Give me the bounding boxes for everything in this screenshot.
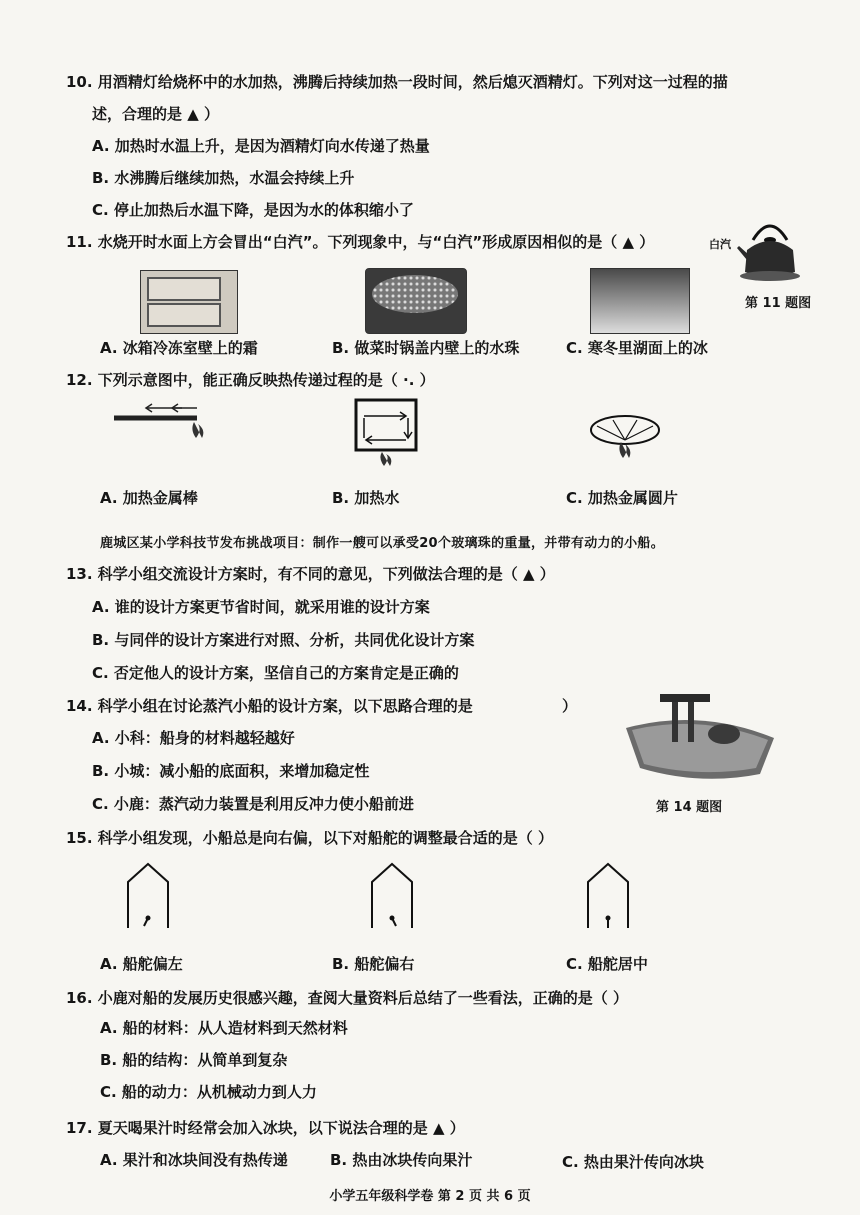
- project-challenge-note: 鹿城区某小学科技节发布挑战项目：制作一艘可以承受20个玻璃珠的重量，并带有动力的小船。: [100, 536, 664, 551]
- q16-stem: 16. 小鹿对船的发展历史很感兴趣，查阅大量资料后总结了一些看法，正确的是（ ）: [66, 989, 629, 1007]
- rudder-center-diagram: [584, 862, 634, 932]
- q10-option-b: B. 水沸腾后继续加热，水温会持续上升: [92, 169, 355, 187]
- rudder-left-diagram: [124, 862, 174, 932]
- q11-option-b: B. 做菜时锅盖内壁上的水珠: [332, 339, 520, 357]
- q10-stem-line2: 述，合理的是 ▲ ）: [92, 105, 219, 123]
- heating-water-diagram: [352, 398, 422, 468]
- q17-option-a: A. 果汁和冰块间没有热传递: [100, 1151, 288, 1169]
- q13-option-a: A. 谁的设计方案更节省时间，就采用谁的设计方案: [92, 598, 430, 616]
- q16-option-b: B. 船的结构：从简单到复杂: [100, 1051, 288, 1069]
- q13-option-b: B. 与同伴的设计方案进行对照、分析，共同优化设计方案: [92, 631, 475, 649]
- steam-boat-figure: [620, 688, 780, 788]
- q11-figure-caption: 第 11 题图: [745, 296, 812, 311]
- rudder-right-diagram: [368, 862, 418, 932]
- q12-option-b: B. 加热水: [332, 489, 400, 507]
- q12-stem: 12. 下列示意图中，能正确反映热传递过程的是（ ·. ）: [66, 371, 435, 389]
- heating-metal-rod-diagram: [112, 398, 217, 443]
- q11-stem: 11. 水烧开时水面上方会冒出“白汽”。下列现象中，与“白汽”形成原因相似的是（ ▲ ）: [66, 233, 655, 251]
- pot-lid-droplets-photo: [365, 268, 467, 334]
- q17-option-b: B. 热由冰块传向果汁: [330, 1151, 473, 1169]
- q16-option-c: C. 船的动力：从机械动力到人力: [100, 1083, 317, 1101]
- page-footer: 小学五年级科学卷 第 2 页 共 6 页: [329, 1189, 531, 1204]
- q14-option-c: C. 小鹿：蒸汽动力装置是利用反冲力使小船前进: [92, 795, 414, 813]
- heating-metal-disc-diagram: [585, 410, 665, 470]
- q13-option-c: C. 否定他人的设计方案，坚信自己的方案肯定是正确的: [92, 664, 459, 682]
- q15-option-b: B. 船舵偏右: [332, 955, 415, 973]
- q17-stem: 17. 夏天喝果汁时经常会加入冰块，以下说法合理的是 ▲ ）: [66, 1119, 465, 1137]
- q14-option-b: B. 小城：减小船的底面积，来增加稳定性: [92, 762, 370, 780]
- q10-option-a: A. 加热时水温上升，是因为酒精灯向水传递了热量: [92, 137, 430, 155]
- kettle-figure: [735, 210, 805, 285]
- q13-stem: 13. 科学小组交流设计方案时，有不同的意见，下列做法合理的是（ ▲ ）: [66, 565, 555, 583]
- q11-option-a: A. 冰箱冷冻室壁上的霜: [100, 339, 258, 357]
- freezer-frost-photo: [140, 270, 238, 334]
- q17-option-c: C. 热由果汁传向冰块: [562, 1153, 704, 1171]
- q15-stem: 15. 科学小组发现，小船总是向右偏，以下对船舵的调整最合适的是（ ）: [66, 829, 554, 847]
- q10-stem-line1: 10. 用酒精灯给烧杯中的水加热，沸腾后持续加热一段时间，然后熄灭酒精灯。下列对这一过程的描: [66, 73, 728, 91]
- q14-stem: 14. 科学小组在讨论蒸汽小船的设计方案，以下思路合理的是: [66, 697, 473, 715]
- q11-option-c: C. 寒冬里湖面上的冰: [566, 339, 708, 357]
- q10-option-c: C. 停止加热后水温下降，是因为水的体积缩小了: [92, 201, 414, 219]
- lake-ice-photo: [590, 268, 690, 334]
- q12-option-a: A. 加热金属棒: [100, 489, 198, 507]
- q11-white-steam-label: 白汽: [709, 238, 731, 251]
- q14-option-a: A. 小科：船身的材料越轻越好: [92, 729, 295, 747]
- q16-option-a: A. 船的材料：从人造材料到天然材料: [100, 1019, 348, 1037]
- q14-figure-caption: 第 14 题图: [656, 800, 723, 815]
- q12-option-c: C. 加热金属圆片: [566, 489, 678, 507]
- q14-stem-close: ）: [562, 697, 578, 715]
- q15-option-c: C. 船舵居中: [566, 955, 648, 973]
- q15-option-a: A. 船舵偏左: [100, 955, 183, 973]
